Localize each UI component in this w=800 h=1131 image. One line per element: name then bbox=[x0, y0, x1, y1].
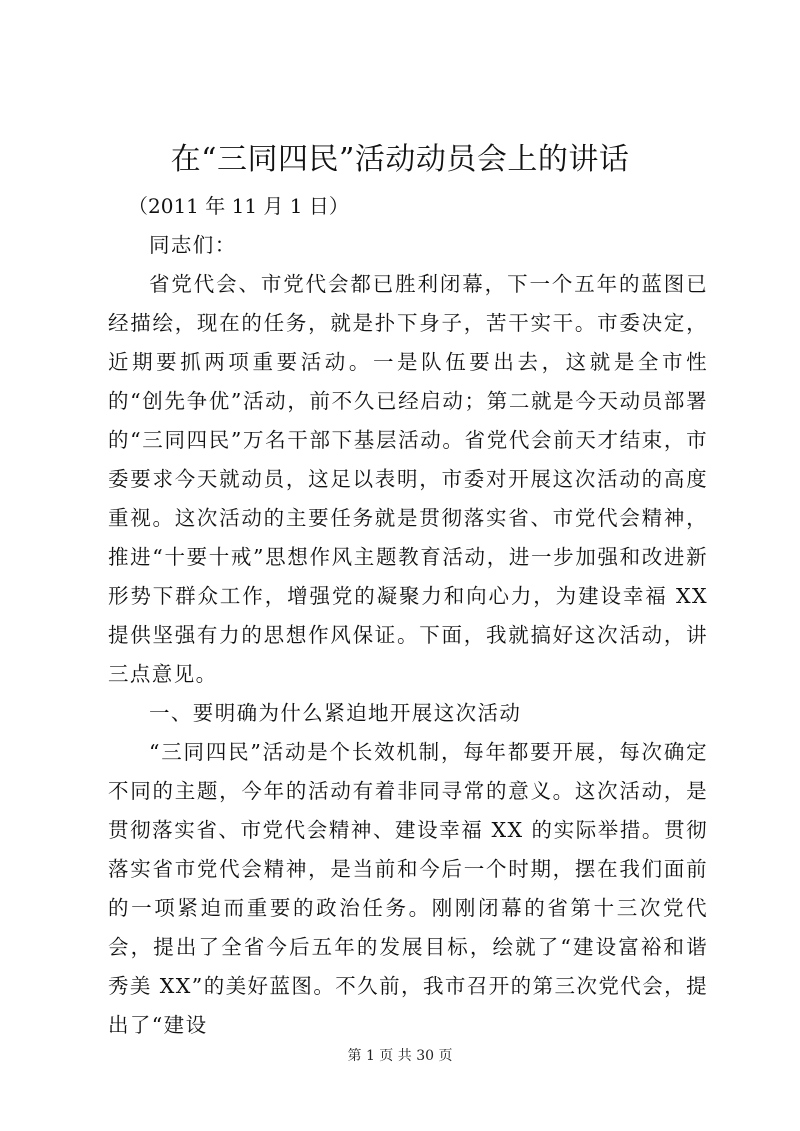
paragraph-section-1: “三同四民”活动是个长效机制，每年都要开展，每次确定不同的主题，今年的活动有着非同寻常的意义。这次活动，是贯彻落实省、市党代会精神、建设幸福 XX 的实际举措。贯彻落实省市党代会精神，是当前和今后一个时期，摆在我们面前的一项紧迫而重要的政治任务。刚刚闭幕的省第十三次党代会，提出了全省今后五年的发展目标，绘就了“建设富裕和谐秀美 XX”的美好蓝图。不久前，我市召开的第三次党代会，提出了“建设 bbox=[108, 740, 708, 1037]
salutation: 同志们： bbox=[149, 233, 237, 257]
page-number-footer: 第 1 页 共 30 页 bbox=[347, 1048, 453, 1064]
speech-date: （2011 年 11 月 1 日） bbox=[128, 194, 349, 218]
document-title: 在“三同四民”活动动员会上的讲话 bbox=[170, 142, 630, 177]
section-heading-1: 一、要明确为什么紧迫地开展这次活动 bbox=[149, 701, 522, 725]
document-body bbox=[108, 226, 708, 1045]
paragraph-intro: 省党代会、市党代会都已胜利闭幕，下一个五年的蓝图已经描绘，现在的任务，就是扑下身子，苦干实干。市委决定，近期要抓两项重要活动。一是队伍要出去，这就是全市性的“创先争优”活动，前不久已经启动；第二就是今天动员部署的“三同四民”万名干部下基层活动。省党代会前天才结束，市委要求今天就动员，这足以表明，市委对开展这次活动的高度重视。这次活动的主要任务就是贯彻落实省、市党代会精神，推进“十要十戒”思想作风主题教育活动，进一步加强和改进新形势下群众工作，增强党的凝聚力和向心力，为建设幸福 XX 提供坚强有力的思想作风保证。下面，我就搞好这次活动，讲三点意见。 bbox=[108, 272, 708, 686]
